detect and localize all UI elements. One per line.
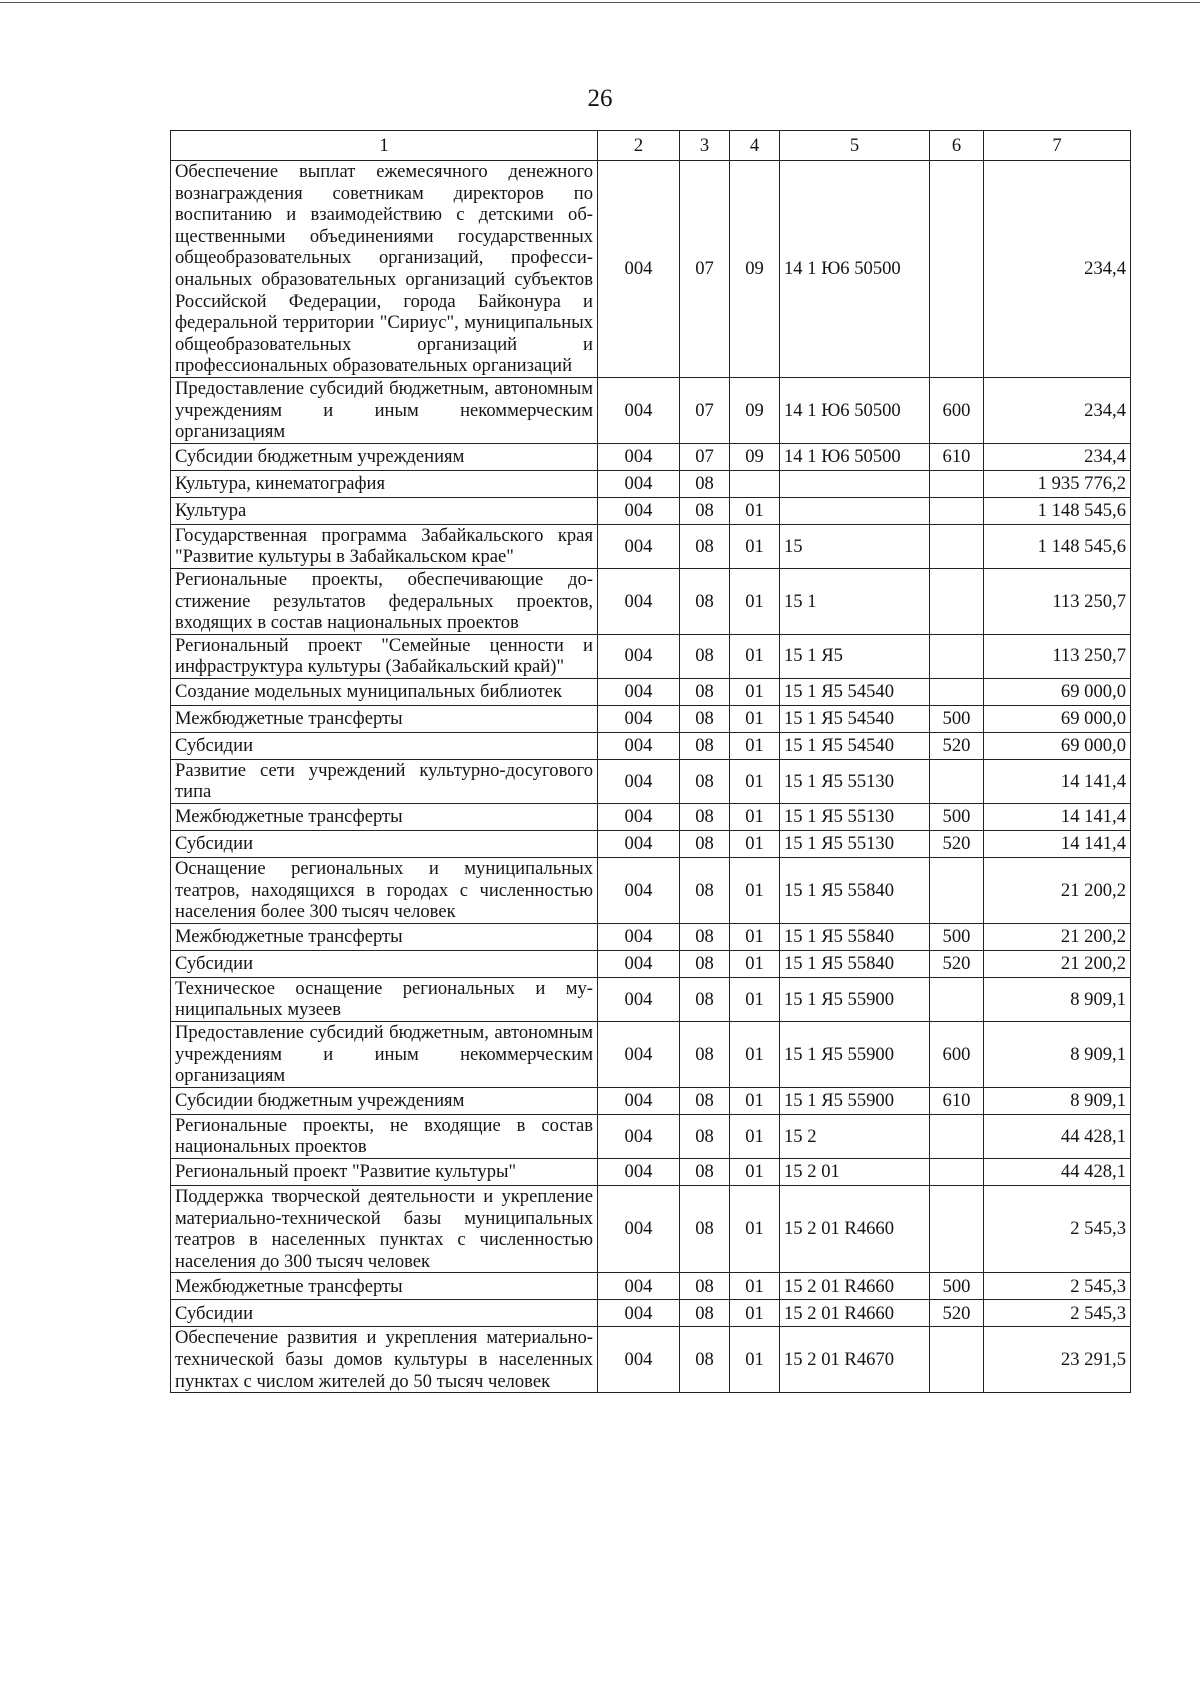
row-amount: 14 141,4 xyxy=(984,759,1131,803)
row-target-article: 15 1 Я5 55130 xyxy=(780,759,930,803)
row-gr-code: 004 xyxy=(598,161,680,378)
row-amount: 21 200,2 xyxy=(984,950,1131,977)
table-row xyxy=(171,524,1131,568)
row-gr-code: 004 xyxy=(598,977,680,1021)
header-row xyxy=(171,131,1131,161)
row-amount: 113 250,7 xyxy=(984,568,1131,634)
row-gr-code: 004 xyxy=(598,1186,680,1273)
table-row xyxy=(171,1186,1131,1273)
row-gr-code: 004 xyxy=(598,759,680,803)
row-section-code: 08 xyxy=(680,1273,730,1300)
row-target-article xyxy=(780,497,930,524)
row-gr-code: 004 xyxy=(598,950,680,977)
row-section-code: 08 xyxy=(680,568,730,634)
row-section-code: 08 xyxy=(680,524,730,568)
row-subsection-code: 01 xyxy=(730,950,780,977)
row-amount: 69 000,0 xyxy=(984,705,1131,732)
table-row xyxy=(171,568,1131,634)
row-expense-type xyxy=(930,759,984,803)
column-header: 3 xyxy=(680,131,730,161)
row-amount: 14 141,4 xyxy=(984,831,1131,858)
row-gr-code: 004 xyxy=(598,1159,680,1186)
row-gr-code: 004 xyxy=(598,678,680,705)
row-section-code: 08 xyxy=(680,831,730,858)
row-name: Межбюджетные трансферты xyxy=(171,923,598,950)
row-name: Субсидии xyxy=(171,831,598,858)
row-gr-code: 004 xyxy=(598,1300,680,1327)
row-target-article: 15 1 Я5 55900 xyxy=(780,1022,930,1088)
row-subsection-code: 01 xyxy=(730,497,780,524)
row-name: Межбюджетные трансферты xyxy=(171,804,598,831)
row-target-article: 15 2 01 R4670 xyxy=(780,1327,930,1393)
row-gr-code: 004 xyxy=(598,634,680,678)
row-expense-type: 500 xyxy=(930,923,984,950)
row-subsection-code: 01 xyxy=(730,923,780,950)
row-section-code: 08 xyxy=(680,1327,730,1393)
table-row xyxy=(171,1022,1131,1088)
row-subsection-code: 01 xyxy=(730,1273,780,1300)
row-subsection-code: 01 xyxy=(730,678,780,705)
row-expense-type xyxy=(930,1186,984,1273)
row-expense-type: 500 xyxy=(930,804,984,831)
table-row xyxy=(171,1114,1131,1158)
row-target-article: 15 1 Я5 55130 xyxy=(780,831,930,858)
row-subsection-code: 01 xyxy=(730,1186,780,1273)
table-row xyxy=(171,923,1131,950)
row-subsection-code: 01 xyxy=(730,732,780,759)
table-row xyxy=(171,161,1131,378)
row-name: Предоставление субсидий бюджетным, автономным учреждениям и иным некоммерческим организациям xyxy=(171,1022,598,1088)
column-header: 2 xyxy=(598,131,680,161)
row-section-code: 08 xyxy=(680,705,730,732)
row-target-article: 14 1 Ю6 50500 xyxy=(780,161,930,378)
row-section-code: 08 xyxy=(680,858,730,924)
row-name: Обеспечение развития и укрепления материально-технической базы домов культуры в населенных пунктах с числом жителей до 50 тысяч человек xyxy=(171,1327,598,1393)
row-expense-type xyxy=(930,161,984,378)
row-target-article: 15 1 Я5 xyxy=(780,634,930,678)
row-expense-type: 610 xyxy=(930,1087,984,1114)
row-expense-type: 520 xyxy=(930,831,984,858)
row-subsection-code: 01 xyxy=(730,1022,780,1088)
row-subsection-code: 01 xyxy=(730,1114,780,1158)
row-gr-code: 004 xyxy=(598,443,680,470)
row-expense-type xyxy=(930,524,984,568)
row-expense-type xyxy=(930,1159,984,1186)
table-row xyxy=(171,497,1131,524)
row-name: Оснащение региональных и муниципальных театров, находящихся в городах с численностью населения более 300 тысяч человек xyxy=(171,858,598,924)
table-row xyxy=(171,732,1131,759)
row-section-code: 08 xyxy=(680,1300,730,1327)
row-section-code: 08 xyxy=(680,1022,730,1088)
column-header: 7 xyxy=(984,131,1131,161)
row-amount: 234,4 xyxy=(984,161,1131,378)
row-expense-type: 500 xyxy=(930,1273,984,1300)
row-name: Региональный проект "Развитие культуры" xyxy=(171,1159,598,1186)
row-name: Региональные проекты, не входящие в состав национальных проектов xyxy=(171,1114,598,1158)
column-header: 4 xyxy=(730,131,780,161)
row-section-code: 08 xyxy=(680,634,730,678)
row-target-article: 15 1 Я5 55840 xyxy=(780,858,930,924)
row-gr-code: 004 xyxy=(598,858,680,924)
row-name: Субсидии xyxy=(171,950,598,977)
row-amount: 14 141,4 xyxy=(984,804,1131,831)
row-gr-code: 004 xyxy=(598,1327,680,1393)
table-row xyxy=(171,1300,1131,1327)
row-amount: 2 545,3 xyxy=(984,1186,1131,1273)
row-expense-type: 520 xyxy=(930,950,984,977)
row-target-article: 14 1 Ю6 50500 xyxy=(780,377,930,443)
row-target-article: 15 1 Я5 55840 xyxy=(780,923,930,950)
table-row xyxy=(171,804,1131,831)
row-subsection-code: 09 xyxy=(730,443,780,470)
table-row xyxy=(171,634,1131,678)
row-expense-type xyxy=(930,497,984,524)
row-subsection-code: 01 xyxy=(730,804,780,831)
row-section-code: 08 xyxy=(680,497,730,524)
table-row xyxy=(171,678,1131,705)
row-subsection-code: 09 xyxy=(730,377,780,443)
row-subsection-code: 01 xyxy=(730,977,780,1021)
row-name: Поддержка творческой деятельности и укрепление материально-технической базы муниципальных театров в населенных пунктах с численностью населения до 300 тысяч человек xyxy=(171,1186,598,1273)
table-row xyxy=(171,759,1131,803)
table-row xyxy=(171,470,1131,497)
row-section-code: 08 xyxy=(680,1087,730,1114)
table-row xyxy=(171,858,1131,924)
row-gr-code: 004 xyxy=(598,1273,680,1300)
row-target-article: 15 2 01 R4660 xyxy=(780,1300,930,1327)
row-amount: 44 428,1 xyxy=(984,1114,1131,1158)
scan-top-edge xyxy=(0,2,1200,3)
row-expense-type xyxy=(930,634,984,678)
row-subsection-code: 01 xyxy=(730,568,780,634)
row-target-article: 15 2 xyxy=(780,1114,930,1158)
row-section-code: 08 xyxy=(680,470,730,497)
row-amount: 69 000,0 xyxy=(984,678,1131,705)
row-subsection-code: 09 xyxy=(730,161,780,378)
row-expense-type xyxy=(930,858,984,924)
row-gr-code: 004 xyxy=(598,804,680,831)
row-gr-code: 004 xyxy=(598,831,680,858)
table-row xyxy=(171,377,1131,443)
row-name: Субсидии xyxy=(171,732,598,759)
row-name: Государственная программа Забайкальского края "Развитие культуры в Забайкальском крае" xyxy=(171,524,598,568)
row-target-article: 15 2 01 R4660 xyxy=(780,1273,930,1300)
row-amount: 113 250,7 xyxy=(984,634,1131,678)
row-gr-code: 004 xyxy=(598,1022,680,1088)
row-name: Субсидии бюджетным учреждениям xyxy=(171,443,598,470)
row-name: Предоставление субсидий бюджетным, автономным учреждениям и иным некоммерческим организациям xyxy=(171,377,598,443)
row-section-code: 08 xyxy=(680,977,730,1021)
row-expense-type xyxy=(930,678,984,705)
row-section-code: 08 xyxy=(680,923,730,950)
row-amount: 8 909,1 xyxy=(984,1022,1131,1088)
row-subsection-code: 01 xyxy=(730,831,780,858)
row-name: Межбюджетные трансферты xyxy=(171,705,598,732)
row-expense-type: 610 xyxy=(930,443,984,470)
row-gr-code: 004 xyxy=(598,470,680,497)
column-header: 1 xyxy=(171,131,598,161)
row-subsection-code: 01 xyxy=(730,858,780,924)
row-amount: 69 000,0 xyxy=(984,732,1131,759)
table-row xyxy=(171,950,1131,977)
row-expense-type: 520 xyxy=(930,1300,984,1327)
row-amount: 2 545,3 xyxy=(984,1273,1131,1300)
row-name: Региональный проект "Семейные ценности и инфраструктура культуры (Забайкальский край)" xyxy=(171,634,598,678)
row-expense-type: 520 xyxy=(930,732,984,759)
row-amount: 44 428,1 xyxy=(984,1159,1131,1186)
row-target-article: 15 1 Я5 54540 xyxy=(780,705,930,732)
row-target-article: 15 1 Я5 55900 xyxy=(780,977,930,1021)
row-amount: 2 545,3 xyxy=(984,1300,1131,1327)
row-section-code: 07 xyxy=(680,443,730,470)
row-amount: 21 200,2 xyxy=(984,923,1131,950)
row-expense-type xyxy=(930,470,984,497)
row-name: Культура xyxy=(171,497,598,524)
row-target-article xyxy=(780,470,930,497)
row-expense-type: 600 xyxy=(930,377,984,443)
row-amount: 1 148 545,6 xyxy=(984,497,1131,524)
row-name: Развитие сети учреждений культурно-досугового типа xyxy=(171,759,598,803)
budget-table xyxy=(170,130,1131,1393)
row-subsection-code: 01 xyxy=(730,524,780,568)
row-subsection-code: 01 xyxy=(730,1159,780,1186)
row-amount: 8 909,1 xyxy=(984,977,1131,1021)
row-section-code: 07 xyxy=(680,377,730,443)
row-name: Техническое оснащение региональных и муниципальных музеев xyxy=(171,977,598,1021)
row-gr-code: 004 xyxy=(598,705,680,732)
row-amount: 23 291,5 xyxy=(984,1327,1131,1393)
row-gr-code: 004 xyxy=(598,497,680,524)
row-name: Межбюджетные трансферты xyxy=(171,1273,598,1300)
row-target-article: 15 1 Я5 54540 xyxy=(780,732,930,759)
row-name: Создание модельных муниципальных библиотек xyxy=(171,678,598,705)
row-amount: 1 935 776,2 xyxy=(984,470,1131,497)
table-row xyxy=(171,443,1131,470)
row-target-article: 15 1 Я5 55900 xyxy=(780,1087,930,1114)
row-target-article: 15 xyxy=(780,524,930,568)
row-amount: 21 200,2 xyxy=(984,858,1131,924)
row-section-code: 08 xyxy=(680,804,730,831)
row-amount: 1 148 545,6 xyxy=(984,524,1131,568)
row-name: Субсидии xyxy=(171,1300,598,1327)
row-amount: 234,4 xyxy=(984,443,1131,470)
row-subsection-code xyxy=(730,470,780,497)
row-target-article: 15 1 xyxy=(780,568,930,634)
table-row xyxy=(171,705,1131,732)
row-target-article: 15 1 Я5 54540 xyxy=(780,678,930,705)
column-header: 6 xyxy=(930,131,984,161)
row-section-code: 08 xyxy=(680,1114,730,1158)
row-section-code: 08 xyxy=(680,1186,730,1273)
row-gr-code: 004 xyxy=(598,377,680,443)
table-row xyxy=(171,1273,1131,1300)
row-target-article: 14 1 Ю6 50500 xyxy=(780,443,930,470)
table-row xyxy=(171,977,1131,1021)
row-section-code: 08 xyxy=(680,1159,730,1186)
row-target-article: 15 2 01 R4660 xyxy=(780,1186,930,1273)
row-gr-code: 004 xyxy=(598,1114,680,1158)
row-amount: 234,4 xyxy=(984,377,1131,443)
row-amount: 8 909,1 xyxy=(984,1087,1131,1114)
row-expense-type: 600 xyxy=(930,1022,984,1088)
row-section-code: 08 xyxy=(680,950,730,977)
row-subsection-code: 01 xyxy=(730,1300,780,1327)
row-name: Субсидии бюджетным учреждениям xyxy=(171,1087,598,1114)
row-target-article: 15 1 Я5 55840 xyxy=(780,950,930,977)
row-gr-code: 004 xyxy=(598,524,680,568)
row-gr-code: 004 xyxy=(598,732,680,759)
row-section-code: 08 xyxy=(680,732,730,759)
row-subsection-code: 01 xyxy=(730,1087,780,1114)
row-expense-type: 500 xyxy=(930,705,984,732)
table-row xyxy=(171,831,1131,858)
table-row xyxy=(171,1327,1131,1393)
row-expense-type xyxy=(930,568,984,634)
row-expense-type xyxy=(930,1114,984,1158)
row-gr-code: 004 xyxy=(598,1087,680,1114)
row-expense-type xyxy=(930,1327,984,1393)
page-number: 26 xyxy=(587,85,613,112)
table-row xyxy=(171,1159,1131,1186)
row-name: Региональные проекты, обеспечивающие достижение результатов федеральных проектов, входящих в состав национальных проектов xyxy=(171,568,598,634)
row-section-code: 08 xyxy=(680,759,730,803)
row-subsection-code: 01 xyxy=(730,705,780,732)
column-header: 5 xyxy=(780,131,930,161)
row-subsection-code: 01 xyxy=(730,759,780,803)
table-row xyxy=(171,1087,1131,1114)
row-name: Обеспечение выплат ежемесячного денежного вознаграждения советникам директоров по воспитанию и взаимодействию с детскими общественными объединениями государственных общеобразовательных организаций, профессиональных образовательных организаций субъектов Российской Федерации, города Байконура и федеральной территории "Сириус", муниципальных общеобразовательных организаций и профессиональных образовательных организаций xyxy=(171,161,598,378)
row-section-code: 08 xyxy=(680,678,730,705)
row-name: Культура, кинематография xyxy=(171,470,598,497)
row-subsection-code: 01 xyxy=(730,1327,780,1393)
row-gr-code: 004 xyxy=(598,923,680,950)
row-expense-type xyxy=(930,977,984,1021)
row-target-article: 15 2 01 xyxy=(780,1159,930,1186)
row-subsection-code: 01 xyxy=(730,634,780,678)
row-target-article: 15 1 Я5 55130 xyxy=(780,804,930,831)
row-section-code: 07 xyxy=(680,161,730,378)
row-gr-code: 004 xyxy=(598,568,680,634)
